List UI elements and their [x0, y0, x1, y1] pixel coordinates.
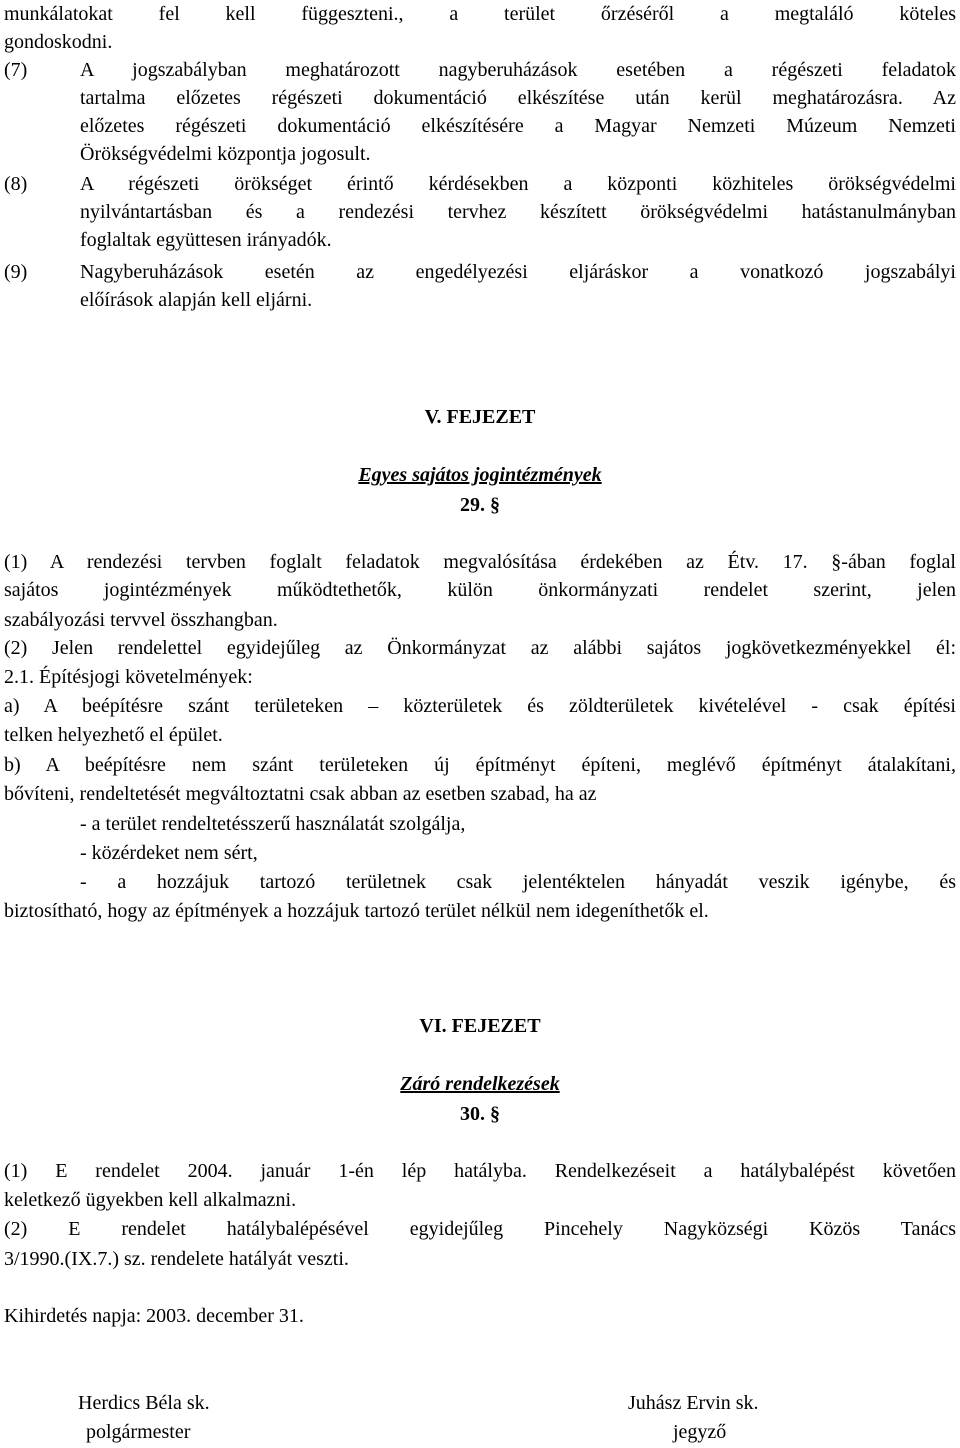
text-line: szabályozási tervvel összhangban.: [4, 609, 278, 631]
text-line: (1) A rendezési tervben foglalt feladatok megvalósítása érdekében az Étv. 17. §-ában foglal: [4, 551, 956, 573]
text-line: munkálatokat fel kell függeszteni., a terület őrzéséről a megtaláló köteles: [4, 3, 956, 25]
text-line: 3/1990.(IX.7.) sz. rendelete hatályát veszti.: [4, 1248, 349, 1270]
signature-right-name: Juhász Ervin sk.: [628, 1392, 759, 1414]
text-line: Örökségvédelmi központja jogosult.: [80, 143, 371, 165]
text-line: bővíteni, rendeltetését megváltoztatni csak abban az esetben szabad, ha az: [4, 783, 597, 805]
text-line: A régészeti örökséget érintő kérdésekben a központi közhiteles örökségvédelmi: [80, 173, 956, 195]
text-line: keletkező ügyekben kell alkalmazni.: [4, 1189, 297, 1211]
signature-left-name: Herdics Béla sk.: [78, 1392, 210, 1414]
text-line: A jogszabályban meghatározott nagyberuházások esetében a régészeti feladatok: [80, 59, 956, 81]
paragraph-number: (7): [4, 59, 28, 81]
text-line: előzetes régészeti dokumentáció elkészítésére a Magyar Nemzeti Múzeum Nemzeti: [80, 115, 956, 137]
text-line: 2.1. Építésjogi követelmények:: [4, 666, 253, 688]
text-line: biztosítható, hogy az építmények a hozzájuk tartozó terület nélkül nem idegeníthetők el.: [4, 900, 709, 922]
list-item: - közérdeket nem sért,: [80, 842, 258, 864]
text-line: (1) E rendelet 2004. január 1-én lép hatályba. Rendelkezéseit a hatálybalépést követően: [4, 1160, 956, 1182]
paragraph-number: (8): [4, 173, 28, 195]
text-line: tartalma előzetes régészeti dokumentáció elkészítése után kerül meghatározásra. Az: [80, 87, 956, 109]
paragraph-number: (9): [4, 261, 28, 283]
chapter-subtitle: Egyes sajátos jogintézmények: [358, 464, 602, 486]
list-item: - a hozzájuk tartozó területnek csak jelentéktelen hányadát veszik igénybe, és: [80, 871, 956, 893]
text-line: (2) E rendelet hatálybalépésével egyidejűleg Pincehely Nagyközségi Közös Tanács: [4, 1218, 956, 1240]
text-line: a) A beépítésre szánt területeken – közterületek és zöldterületek kivételével - csak építési: [4, 695, 956, 717]
signature-right-title: jegyző: [673, 1421, 727, 1443]
text-line: (2) Jelen rendelettel egyidejűleg az Önkormányzat az alábbi sajátos jogkövetkezményekkel él:: [4, 637, 956, 659]
chapter-subtitle: Záró rendelkezések: [400, 1073, 560, 1095]
list-item: - a terület rendeltetésszerű használatát szolgálja,: [80, 813, 466, 835]
text-line: Nagyberuházások esetén az engedélyezési eljáráskor a vonatkozó jogszabályi: [80, 261, 956, 283]
chapter-heading: VI. FEJEZET: [419, 1015, 541, 1037]
text-line: nyilvántartásban és a rendezési tervhez készített örökségvédelmi hatástanulmányban: [80, 201, 956, 223]
text-line: b) A beépítésre nem szánt területeken új építményt építeni, meglévő építményt átalakítani,: [4, 754, 956, 776]
text-line: sajátos jogintézmények működtethetők, külön önkormányzati rendelet szerint, jelen: [4, 579, 956, 601]
text-line: telken helyezhető el épület.: [4, 724, 223, 746]
section-number: 30. §: [460, 1103, 500, 1125]
signature-left-title: polgármester: [86, 1421, 191, 1443]
section-number: 29. §: [460, 494, 500, 516]
chapter-heading: V. FEJEZET: [424, 406, 536, 428]
text-line: előírások alapján kell eljárni.: [80, 289, 313, 311]
text-line: gondoskodni.: [4, 31, 113, 53]
text-line: foglaltak együttesen irányadók.: [80, 229, 332, 251]
announcement-date: Kihirdetés napja: 2003. december 31.: [4, 1305, 304, 1327]
